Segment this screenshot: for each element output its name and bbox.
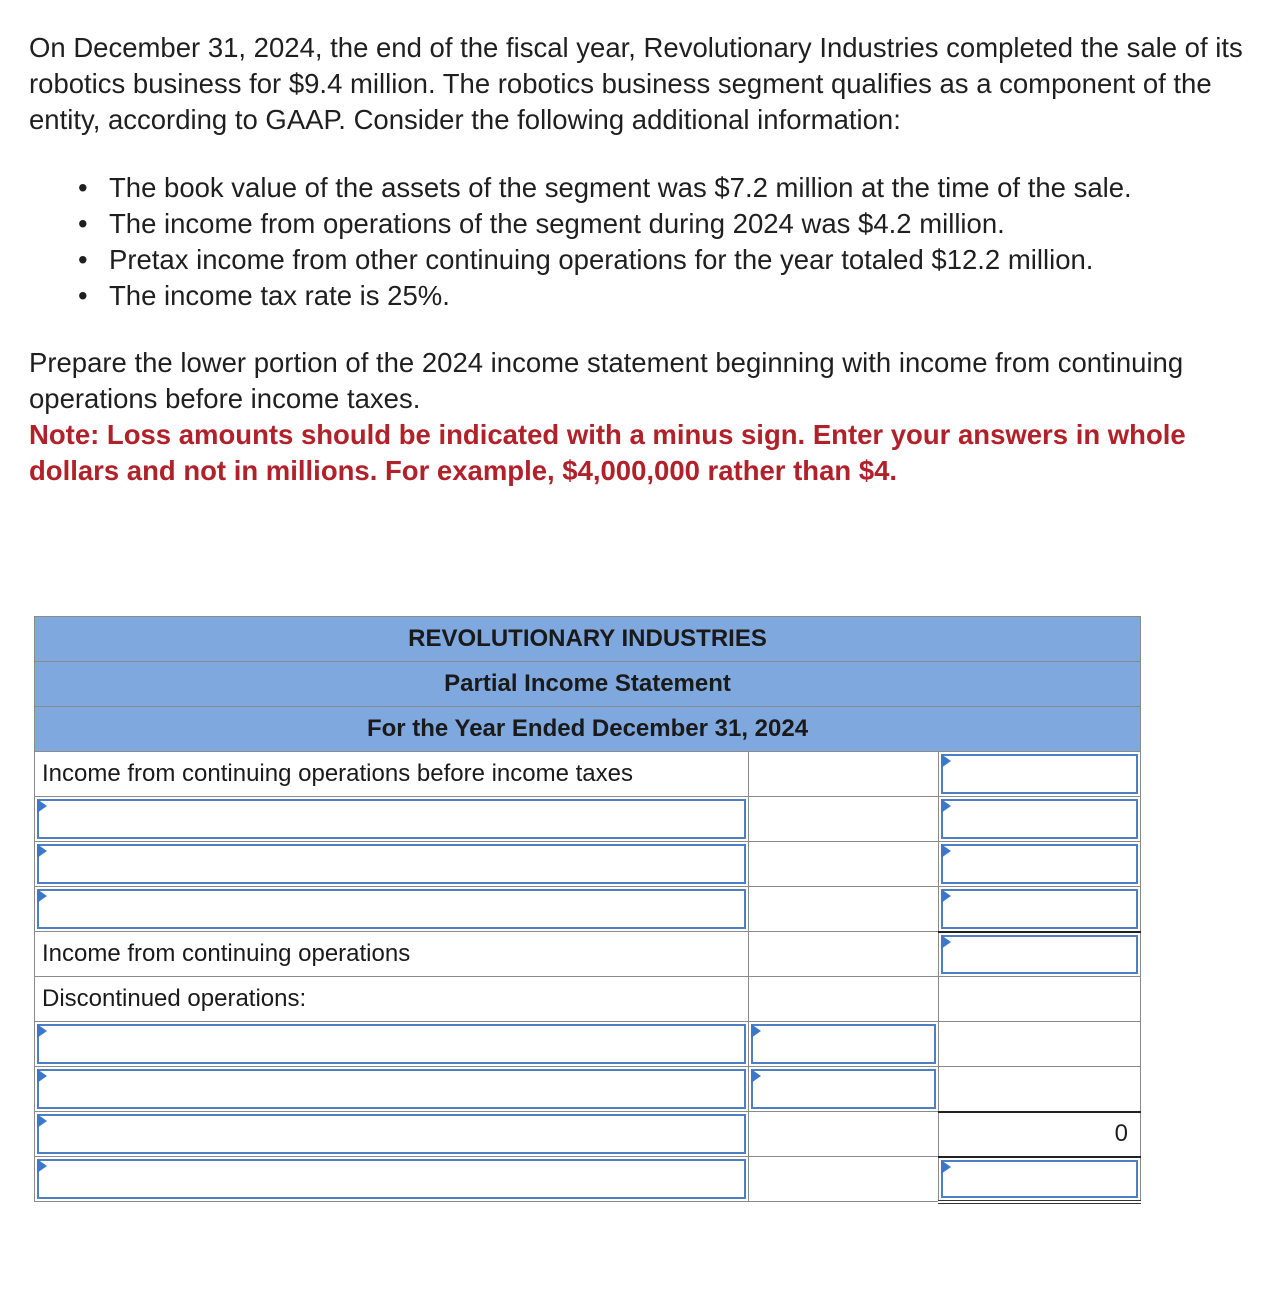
discontinued-label-select[interactable]	[37, 1024, 746, 1064]
empty-cell	[749, 977, 939, 1022]
dropdown-flag-icon	[941, 1160, 951, 1174]
table-row	[35, 752, 1141, 797]
net-income-amount-input[interactable]	[941, 1160, 1138, 1198]
amount-cell	[939, 797, 1141, 842]
dropdown-flag-icon	[37, 1114, 47, 1128]
empty-cell	[749, 887, 939, 932]
statement-title: Partial Income Statement	[35, 662, 1141, 707]
subtotal-label-select[interactable]	[37, 1114, 746, 1154]
question-note: Note: Loss amounts should be indicated with a minus sign. Enter your answers in whole dollars and not in millions. For example, $4,000,000 rather than $4.	[29, 419, 1186, 486]
amount-cell	[939, 932, 1141, 977]
discontinued-amount-input[interactable]	[751, 1024, 936, 1064]
dropdown-flag-icon	[941, 935, 951, 949]
label-cell	[35, 1022, 749, 1067]
info-list	[29, 170, 1264, 314]
empty-cell	[749, 1157, 939, 1202]
discontinued-subtotal-value: 0	[939, 1112, 1141, 1157]
table-row	[35, 932, 1141, 977]
income-continuing-amount-input[interactable]	[941, 935, 1138, 975]
table-row	[35, 977, 1141, 1022]
amount-cell	[939, 887, 1141, 932]
dropdown-flag-icon	[941, 844, 951, 858]
income-before-taxes-amount-input[interactable]	[941, 754, 1138, 794]
income-statement-table	[34, 616, 1141, 1204]
dropdown-flag-icon	[941, 754, 951, 768]
dropdown-flag-icon	[751, 1069, 761, 1083]
dropdown-flag-icon	[37, 1024, 47, 1038]
dropdown-flag-icon	[941, 799, 951, 813]
dropdown-flag-icon	[37, 1069, 47, 1083]
question-text	[29, 30, 1264, 489]
line-label-select[interactable]	[37, 799, 746, 839]
line-label-select[interactable]	[37, 889, 746, 929]
list-item: • Pretax income from other continuing operations for the year totaled $12.2 million.	[109, 242, 1264, 278]
label-cell	[35, 1157, 749, 1202]
table-row	[35, 797, 1141, 842]
dropdown-flag-icon	[941, 889, 951, 903]
list-item: • The book value of the assets of the segment was $7.2 million at the time of the sale.	[109, 170, 1264, 206]
line-amount-input[interactable]	[941, 889, 1138, 929]
dropdown-flag-icon	[37, 889, 47, 903]
amount-cell	[749, 1067, 939, 1112]
discontinued-amount-input[interactable]	[751, 1069, 936, 1109]
empty-cell	[749, 842, 939, 887]
table-row	[35, 1112, 1141, 1157]
statement-period: For the Year Ended December 31, 2024	[35, 707, 1141, 752]
table-row	[35, 1067, 1141, 1112]
empty-cell	[749, 932, 939, 977]
table-row	[35, 1157, 1141, 1202]
line-amount-input[interactable]	[941, 799, 1138, 839]
amount-cell	[939, 752, 1141, 797]
empty-cell	[749, 1112, 939, 1157]
empty-cell	[939, 977, 1141, 1022]
income-before-taxes-label: Income from continuing operations before income taxes	[35, 752, 749, 797]
dropdown-flag-icon	[37, 799, 47, 813]
discontinued-label: Discontinued operations:	[35, 977, 749, 1022]
table-row	[35, 887, 1141, 932]
label-cell	[35, 842, 749, 887]
list-item: • The income tax rate is 25%.	[109, 278, 1264, 314]
dropdown-flag-icon	[37, 1159, 47, 1173]
discontinued-label-select[interactable]	[37, 1069, 746, 1109]
empty-cell	[939, 1022, 1141, 1067]
dropdown-flag-icon	[751, 1024, 761, 1038]
empty-cell	[749, 797, 939, 842]
label-cell	[35, 1112, 749, 1157]
question-prompt: Prepare the lower portion of the 2024 income statement beginning with income from continuing operations before income taxes.	[29, 347, 1184, 414]
label-cell	[35, 1067, 749, 1112]
dropdown-flag-icon	[37, 844, 47, 858]
question-intro: On December 31, 2024, the end of the fiscal year, Revolutionary Industries completed the sale of its robotics business for $9.4 million. The robotics business segment qualifies as a component of the entity, according to GAAP. Consider the following additional information:	[29, 32, 1243, 135]
table-row	[35, 842, 1141, 887]
line-amount-input[interactable]	[941, 844, 1138, 884]
empty-cell	[749, 752, 939, 797]
company-name: REVOLUTIONARY INDUSTRIES	[35, 617, 1141, 662]
list-item: • The income from operations of the segment during 2024 was $4.2 million.	[109, 206, 1264, 242]
income-continuing-label: Income from continuing operations	[35, 932, 749, 977]
label-cell	[35, 887, 749, 932]
line-label-select[interactable]	[37, 844, 746, 884]
amount-cell	[939, 842, 1141, 887]
amount-cell	[939, 1157, 1141, 1202]
net-income-label-select[interactable]	[37, 1159, 746, 1199]
table-row	[35, 1022, 1141, 1067]
amount-cell	[749, 1022, 939, 1067]
empty-cell	[939, 1067, 1141, 1112]
label-cell	[35, 797, 749, 842]
